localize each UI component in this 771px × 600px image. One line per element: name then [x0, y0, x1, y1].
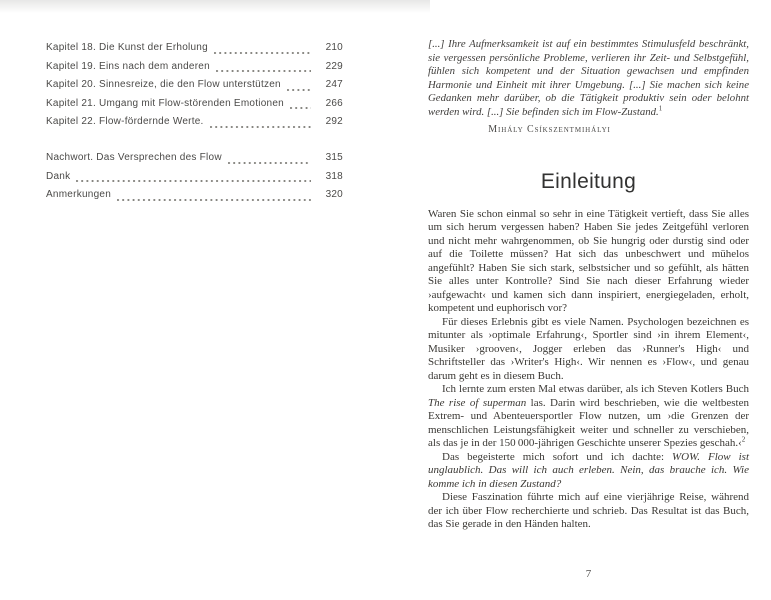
body-paragraph	[428, 208, 749, 316]
toc-entry-label: Anmerkungen	[46, 189, 112, 201]
table-of-contents	[46, 39, 343, 205]
toc-leader-dots	[216, 70, 311, 72]
toc-group	[46, 39, 343, 132]
toc-entry-page: 292	[325, 116, 343, 128]
toc-entry-label: Kapitel 18. Die Kunst der Erholung	[46, 42, 208, 53]
chapter-heading: Einleitung	[540, 169, 637, 193]
body-paragraph	[428, 491, 749, 532]
page-number: 7	[585, 568, 592, 580]
toc-entry-page: 318	[325, 170, 343, 182]
toc-leader-dots	[117, 199, 311, 201]
body-text: Diese Faszination führte mich auf eine vierjährige Reise, während der ich über Flow recherchierte und schrieb. Das Resultat ist das Buch, das Sie gerade in den Händen halten.	[428, 491, 749, 530]
toc-entry-page: 247	[325, 79, 343, 91]
toc-entry	[46, 76, 343, 95]
body-text: Das begeisterte mich sofort und ich dachte:	[442, 450, 673, 463]
toc-entry-label: Kapitel 20. Sinnesreize, die den Flow unterstützen	[46, 79, 281, 91]
toc-entry	[46, 58, 343, 77]
toc-leader-dots	[290, 107, 311, 109]
italic-text: WOW. Flow ist unglaublich. Das will ich auch erleben. Nein, das brauche ich. Wie komme ich in diesen Zustand?	[428, 450, 750, 490]
body-paragraph	[428, 451, 749, 492]
toc-entry-label: Kapitel 19. Eins nach dem anderen	[46, 60, 210, 72]
toc-entry	[46, 39, 343, 58]
italic-text: The rise of superman	[428, 396, 527, 409]
toc-entry-page: 266	[325, 97, 343, 109]
intro-body	[428, 208, 749, 532]
scan-edge-shadow	[0, 0, 430, 13]
toc-entry-page: 210	[325, 42, 343, 53]
toc-leader-dots	[287, 89, 311, 91]
toc-entry-page: 315	[325, 151, 343, 163]
epigraph-footnote-marker: 1	[658, 103, 663, 112]
epigraph-attribution: Mihály Csíkszentmihályi	[488, 124, 611, 135]
toc-leader-dots	[228, 162, 311, 164]
body-paragraph	[428, 316, 749, 384]
toc-entry	[46, 113, 343, 132]
toc-entry-label: Kapitel 21. Umgang mit Flow-störenden Emotionen	[46, 97, 284, 109]
toc-entry	[46, 168, 343, 187]
epigraph-text: [...] Ihre Aufmerksamkeit ist auf ein bestimmtes Stimulusfeld beschränkt, sie vergessen persönliche Probleme, verlieren ihr Zeit- und Selbstgefühl, fühlen sich kompetent und der Situation gewachsen und empfinden Harmonie und Einheit mit ihrer Umgebung. [...] Sie machen sich keine Gedanken mehr darüber, ob die Tätigkeit produktiv sein oder belohnt werden wird. [...] Sie befinden sich im Flow-Zustand.	[428, 38, 749, 118]
toc-leader-dots	[210, 126, 311, 128]
body-text: Für dieses Erlebnis gibt es viele Namen. Psychologen bezeichnen es mitunter als ›optimale Erfahrung‹, Sportler sind ›in ihrem Element‹, Musiker ›grooven‹, Jogger erleben das ›Runner's High‹ und Schriftsteller das ›Writer's High‹. Wir nennen es ›Flow‹, und genau darum geht es in diesem Buch.	[428, 315, 749, 382]
toc-entry	[46, 186, 343, 205]
toc-leader-dots	[214, 52, 311, 54]
footnote-marker: 2	[741, 435, 746, 444]
toc-entry-label: Nachwort. Das Versprechen des Flow	[46, 151, 222, 163]
toc-group	[46, 149, 343, 205]
toc-entry-page: 320	[325, 189, 343, 201]
body-text: las. Darin wird beschrieben, wie die weltbesten Extrem- und Abenteuersportler Flow nutzen, um ›die Grenzen der menschlichen Leistungsfähigkeit weiter und schneller zu verschieben, als das je in der 150 000-jährigen Geschichte unserer Spezies geschah.‹	[428, 396, 749, 449]
body-text: Ich lernte zum ersten Mal etwas darüber, als ich Steven Kotlers Buch	[442, 383, 749, 395]
body-text: Waren Sie schon einmal so sehr in eine Tätigkeit vertieft, dass Sie alles um sich herum vergessen haben? Haben Sie jedes Zeitgefühl verloren und nicht mehr wahrgenommen, ob Sie hungrig oder durstig sind oder auf die Toilette müssen? Hat sich das unbeschwert und mühelos angefühlt? Haben Sie sich stark, selbstsicher und so gefühlt, als hätten Sie alles unter Kontrolle? Sind Sie nach dieser Erfahrung wieder ›aufgewacht‹ und kamen sich dann inspiriert, energiegeladen, erholt, kompetent und euphorisch vor?	[428, 207, 749, 314]
toc-entry-page: 229	[325, 60, 343, 72]
toc-entry-label: Dank	[46, 170, 71, 182]
toc-leader-dots	[76, 180, 311, 182]
epigraph	[428, 38, 749, 137]
toc-entry-label: Kapitel 22. Flow-fördernde Werte.	[46, 116, 204, 128]
intro-page	[428, 38, 749, 532]
body-paragraph	[428, 383, 749, 451]
toc-entry	[46, 95, 343, 114]
toc-entry	[46, 149, 343, 168]
